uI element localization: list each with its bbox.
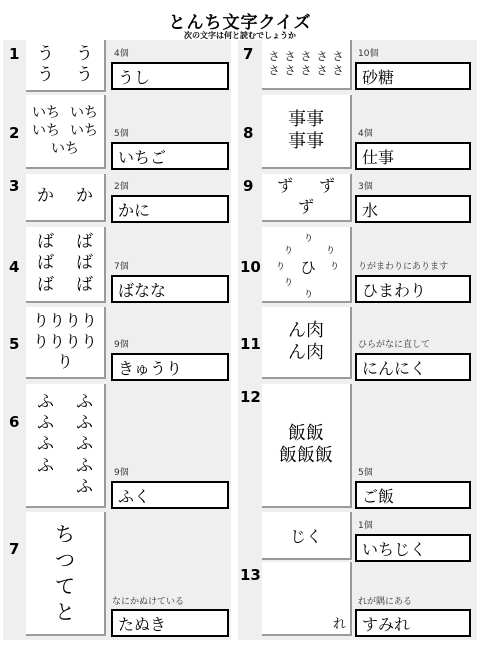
question-number: 3 xyxy=(9,177,20,195)
puzzle-char: ば xyxy=(37,232,54,253)
puzzle-char: ば xyxy=(37,274,54,295)
puzzle-char: う xyxy=(37,65,54,85)
hint-text: なにかぬけている xyxy=(112,597,185,607)
answer-box: すみれ xyxy=(355,609,471,637)
puzzle-char: いち xyxy=(32,104,60,121)
puzzle-char: り xyxy=(276,262,286,272)
answer-box: ご飯 xyxy=(355,481,471,509)
puzzle-char: ひ xyxy=(300,258,317,277)
question-number: 1 xyxy=(9,45,20,63)
puzzle-char: さ xyxy=(300,49,312,63)
puzzle-char: ん肉 xyxy=(288,319,324,341)
hint-text: 9個 xyxy=(114,340,129,350)
puzzle-box xyxy=(26,227,106,303)
puzzle-char: いち xyxy=(70,104,98,121)
answer-box: たぬき xyxy=(111,609,229,637)
question-number: 13 xyxy=(240,566,261,584)
answer-box: うし xyxy=(111,62,229,90)
puzzle-char: ふ xyxy=(37,455,54,476)
puzzle-char: ふ xyxy=(76,391,93,412)
puzzle-char: りりりり xyxy=(32,310,97,330)
question-number: 4 xyxy=(9,258,20,276)
puzzle-char: さ xyxy=(332,49,344,63)
puzzle-char: り xyxy=(284,278,294,288)
page-title: とんち文字クイズ xyxy=(168,13,312,33)
question-number: 9 xyxy=(243,177,254,195)
puzzle-char: 飯飯 xyxy=(288,422,324,444)
puzzle-box xyxy=(26,307,106,379)
question-number: 2 xyxy=(9,124,20,142)
puzzle-char: ふ xyxy=(76,413,93,434)
hint-text: れが隅にある xyxy=(358,597,413,607)
question-number: 12 xyxy=(240,388,261,406)
puzzle-char: う xyxy=(76,43,93,64)
puzzle-char: さ xyxy=(332,64,344,77)
puzzle-box xyxy=(262,307,352,379)
hint-text: 10個 xyxy=(358,49,379,59)
puzzle-box xyxy=(262,174,352,222)
hint-text: ひらがなに直して xyxy=(358,340,431,350)
puzzle-char: う xyxy=(37,43,54,64)
puzzle-box xyxy=(26,512,106,636)
answer-box: ひまわり xyxy=(355,275,471,303)
puzzle-char: ず xyxy=(297,197,314,216)
puzzle-box xyxy=(26,40,106,92)
puzzle-char: ば xyxy=(76,253,93,274)
puzzle-char: 事事 xyxy=(288,131,324,152)
puzzle-box xyxy=(26,384,106,508)
puzzle-char: ふ xyxy=(76,434,93,455)
puzzle-box xyxy=(262,227,352,303)
puzzle-char: れ xyxy=(332,617,346,632)
puzzle-char: と xyxy=(55,600,75,624)
puzzle-char: ふ xyxy=(76,476,93,497)
puzzle-char: り xyxy=(326,246,336,256)
hint-text: 1個 xyxy=(358,521,373,531)
hint-text: 4個 xyxy=(114,49,129,59)
puzzle-char: さ xyxy=(284,49,296,63)
puzzle-char: り xyxy=(56,352,73,372)
page-subtitle: 次の文字は何と読むでしょうか xyxy=(184,31,296,40)
hint-text: 5個 xyxy=(358,468,373,478)
puzzle-char: り xyxy=(330,262,340,272)
puzzle-box xyxy=(26,95,106,169)
puzzle-char: いち xyxy=(51,141,79,158)
puzzle-char: ず xyxy=(276,176,293,196)
question-number: 7 xyxy=(9,540,20,558)
puzzle-char: ん肉 xyxy=(288,342,324,363)
hint-text: 4個 xyxy=(358,129,373,139)
puzzle-char: ふ xyxy=(37,391,54,412)
puzzle-char: じく xyxy=(289,526,322,546)
puzzle-char: いち xyxy=(32,122,60,139)
hint-text: 5個 xyxy=(114,129,129,139)
puzzle-box xyxy=(262,95,352,169)
puzzle-char: ず xyxy=(319,176,336,196)
answer-box: きゅうり xyxy=(111,353,229,381)
puzzle-char: ば xyxy=(37,253,54,274)
hint-text: 7個 xyxy=(114,262,129,272)
puzzle-char: さ xyxy=(300,64,312,77)
hint-text: りがまわりにあります xyxy=(358,262,449,272)
puzzle-char: いち xyxy=(70,122,98,139)
puzzle-box xyxy=(262,40,352,90)
puzzle-char: り xyxy=(304,290,314,300)
puzzle-char: う xyxy=(76,65,93,85)
answer-box: 水 xyxy=(355,195,471,223)
answer-box: かに xyxy=(111,195,229,223)
answer-box: いちご xyxy=(111,142,229,170)
puzzle-char: り xyxy=(284,246,294,256)
puzzle-char: つ xyxy=(55,548,75,572)
question-number: 5 xyxy=(9,335,20,353)
puzzle-char: て xyxy=(55,574,75,598)
answer-box: ばなな xyxy=(111,275,229,303)
puzzle-char: ち xyxy=(55,522,75,546)
answer-box: ふく xyxy=(111,481,229,509)
puzzle-char: ふ xyxy=(37,434,54,455)
hint-text: 2個 xyxy=(114,182,129,192)
puzzle-box xyxy=(262,562,352,636)
puzzle-char: さ xyxy=(316,64,328,77)
question-number: 6 xyxy=(9,413,20,431)
puzzle-char: か xyxy=(76,186,93,207)
question-number: 8 xyxy=(243,124,254,142)
question-number: 7 xyxy=(243,45,254,63)
hint-text: 3個 xyxy=(358,182,373,192)
puzzle-char: か xyxy=(37,186,54,207)
puzzle-char: ば xyxy=(76,232,93,253)
puzzle-char: さ xyxy=(268,49,280,63)
puzzle-char: ふ xyxy=(37,413,54,434)
puzzle-char: さ xyxy=(284,64,296,77)
question-number: 11 xyxy=(240,335,261,353)
answer-box: いちじく xyxy=(355,534,471,562)
answer-box: にんにく xyxy=(355,353,471,381)
puzzle-char: ば xyxy=(76,274,93,295)
hint-text: 9個 xyxy=(114,468,129,478)
puzzle-char: りりりり xyxy=(32,331,97,351)
puzzle-char: り xyxy=(304,234,314,244)
puzzle-box xyxy=(262,512,352,560)
answer-box: 砂糖 xyxy=(355,62,471,90)
puzzle-char: ふ xyxy=(76,455,93,476)
puzzle-box xyxy=(262,384,352,508)
question-number: 10 xyxy=(240,258,261,276)
puzzle-char: さ xyxy=(316,49,328,63)
answer-box: 仕事 xyxy=(355,142,471,170)
puzzle-char: 事事 xyxy=(288,108,324,130)
puzzle-box xyxy=(26,174,106,222)
puzzle-char: 飯飯飯 xyxy=(279,445,333,466)
puzzle-char: さ xyxy=(268,64,280,77)
